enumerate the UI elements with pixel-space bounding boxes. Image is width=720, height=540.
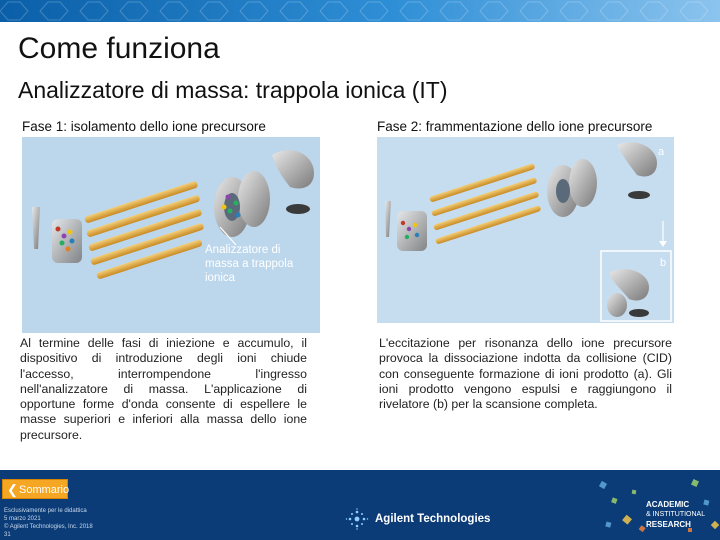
academic-line-2: & INSTITUTIONAL — [646, 511, 706, 518]
top-banner — [0, 0, 720, 22]
ion-trap-illustration-phase2 — [377, 137, 674, 323]
phase2-description: L'eccitazione per risonanza dello ione precursore provoca la dissociazione indotta da collisione (CID) con conseguente formazione di ioni prodotto (a). Gli ioni prodotto vengono espulsi e raggiungono il rivelatore (b) per la scansione completa. — [379, 336, 672, 412]
slide-title: Come funziona — [18, 32, 220, 65]
label-b: b — [660, 257, 667, 269]
academic-line-1: ACADEMIC — [646, 500, 690, 509]
sommario-label: Sommario — [19, 484, 70, 496]
ion-trap-diagram — [22, 137, 320, 333]
slide-subtitle: Analizzatore di massa: trappola ionica (IT) — [18, 77, 448, 103]
footer-note-1: Esclusivamente per le didattica — [4, 508, 87, 514]
phase1-description: Al termine delle fasi di iniezione e accumulo, il dispositivo di introduzione degli ioni chiude l'accesso, interrompendone l'ingresso nell'analizzatore di massa. L'applicazione di opportune forme d'onda consente di espellere le masse superiori e inferiori alla massa dello ione precursore. — [20, 336, 307, 442]
footer-notes — [4, 507, 93, 539]
academic-line-3: RESEARCH — [646, 520, 691, 529]
sommario-button[interactable] — [2, 479, 68, 499]
callout-line-3: ionica — [205, 272, 236, 284]
callout-line-1: Analizzatore di — [205, 244, 281, 256]
ion-trap-illustration-phase1 — [22, 137, 320, 333]
chevron-left-icon: ❮ — [7, 482, 18, 497]
agilent-spark-icon — [345, 508, 369, 530]
label-a: a — [658, 146, 665, 158]
hex-pattern — [0, 0, 720, 22]
phase1-heading: Fase 1: isolamento dello ione precursore — [22, 119, 266, 134]
footer-note-3: © Agilent Technologies, Inc. 2018 — [4, 524, 93, 530]
academic-research-logo — [646, 500, 705, 530]
agilent-brand-text: Agilent Technologies — [375, 513, 491, 525]
phase2-heading: Fase 2: frammentazione dello ione precursore — [377, 119, 653, 134]
footer-note-2: 5 marzo 2021 — [4, 516, 41, 522]
ion-trap-callout — [205, 243, 315, 285]
callout-line-2: massa a trappola — [205, 258, 294, 270]
slide-number: 31 — [4, 532, 11, 538]
agilent-logo — [345, 508, 490, 530]
fragmentation-diagram — [377, 137, 674, 323]
